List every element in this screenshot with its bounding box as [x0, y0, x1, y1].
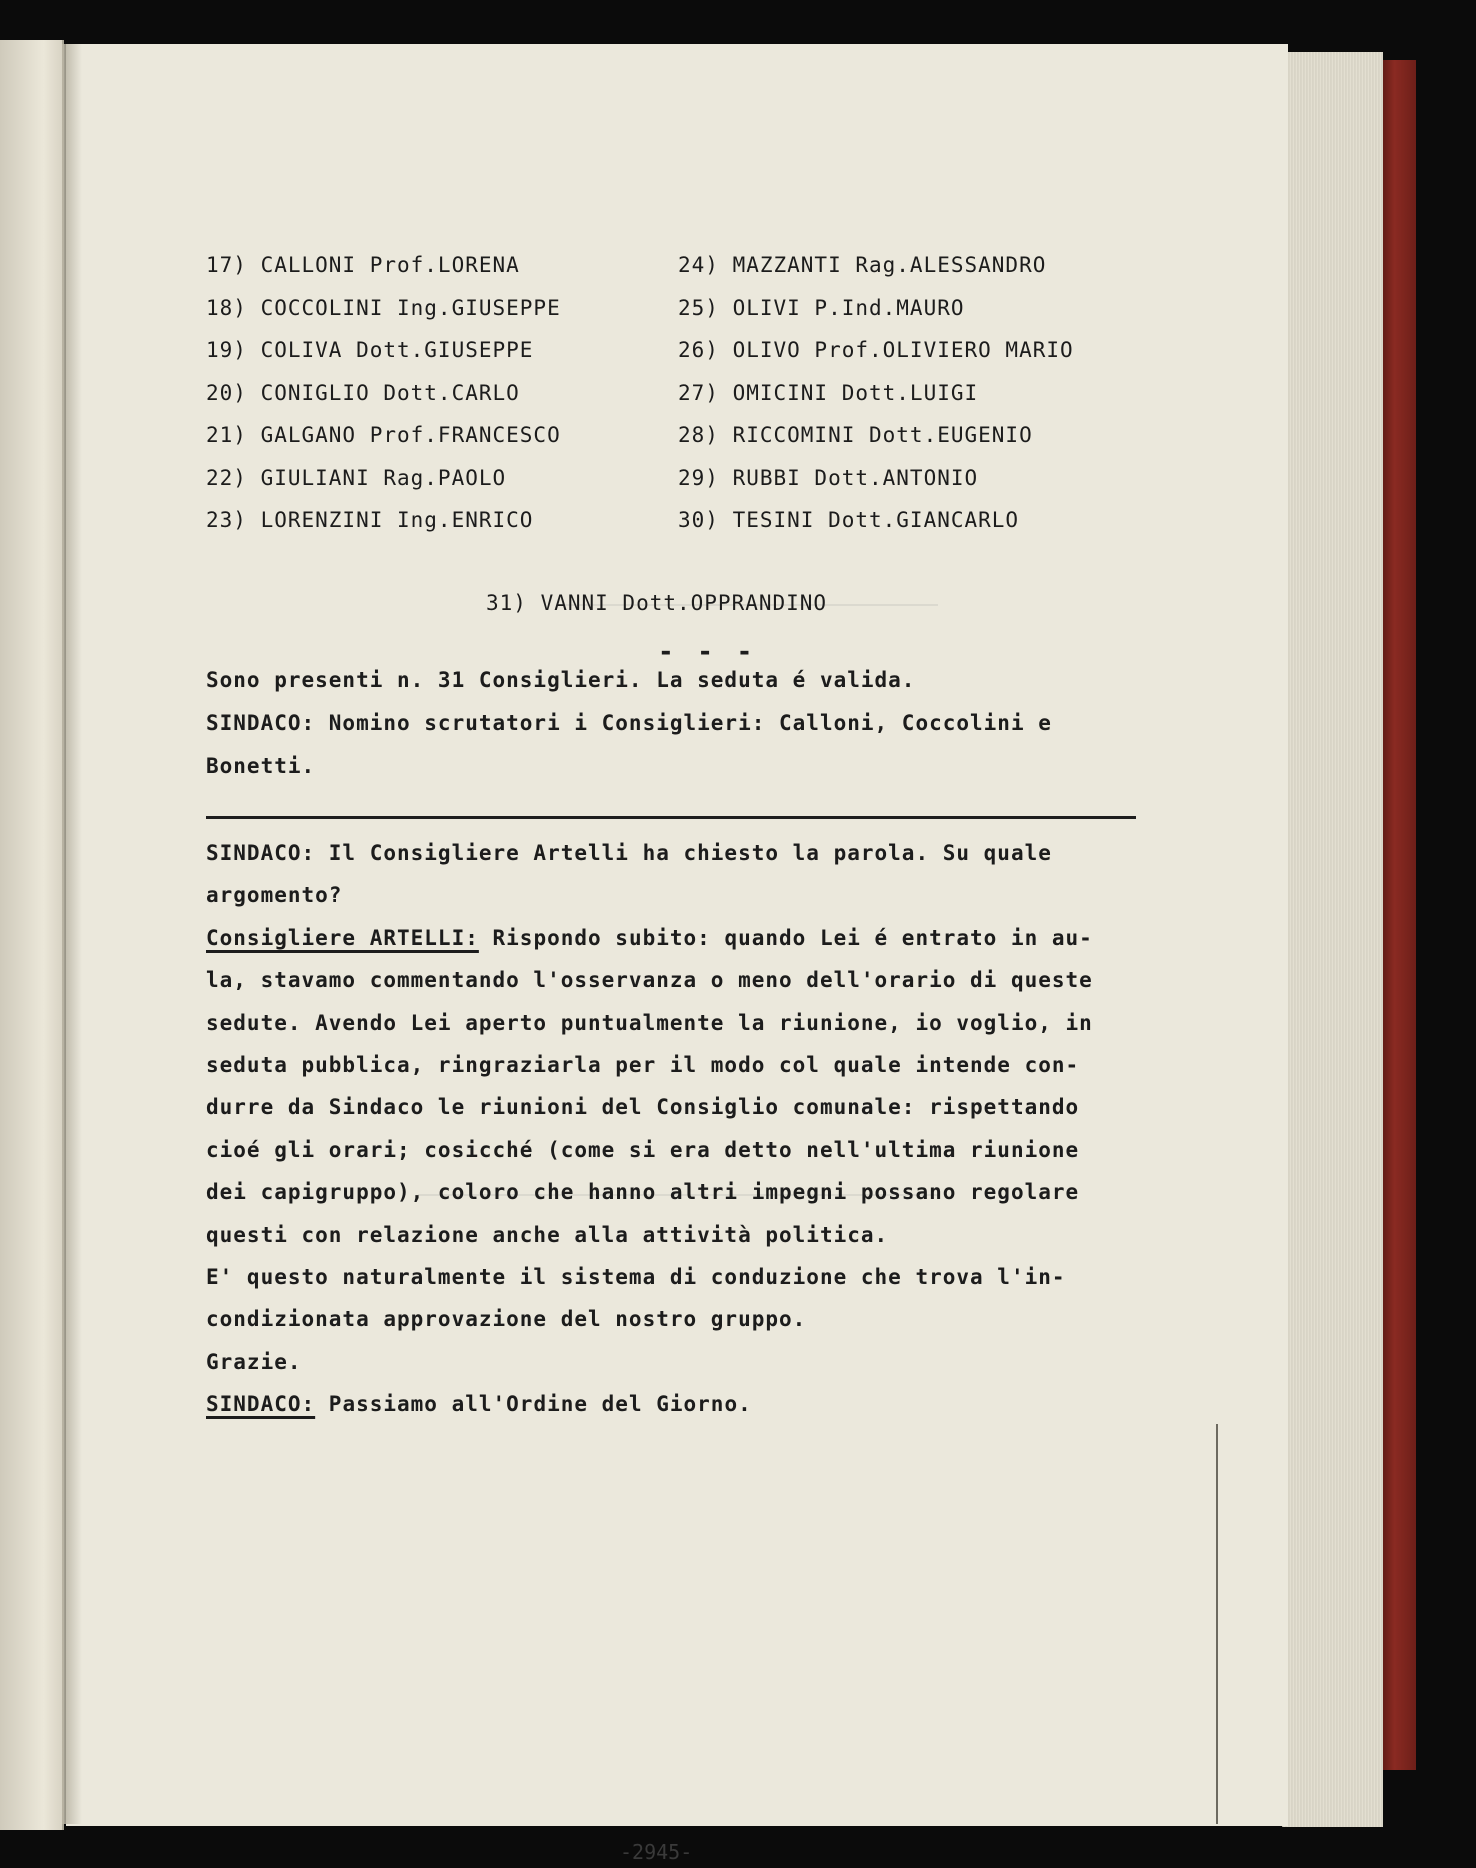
roster-entry: 27) OMICINI Dott.LUIGI	[678, 380, 979, 405]
councillor-roster	[206, 244, 1166, 582]
roster-entry: 22) GIULIANI Rag.PAOLO	[206, 465, 507, 490]
roster-entry: 19) COLIVA Dott.GIUSEPPE	[206, 338, 534, 362]
scrutineers-line: SINDACO: Nomino scrutatori i Consiglieri: Calloni, Coccolini e	[206, 711, 1052, 735]
discussion-paragraph	[206, 832, 1136, 1426]
roster-entry: 29) RUBBI Dott.ANTONIO	[678, 465, 979, 490]
roster-entry: 23) LORENZINI Ing.ENRICO	[206, 508, 534, 532]
roster-entry: 26) OLIVO Prof.OLIVIERO MARIO	[678, 338, 1074, 362]
roster-entry: 24) MAZZANTI Rag.ALESSANDRO	[678, 253, 1047, 277]
document-page	[66, 44, 1288, 1826]
book-cover-edge	[1380, 60, 1416, 1770]
text-line: argomento?	[206, 883, 343, 908]
text-line: questi con relazione anche alla attività politica.	[206, 1222, 889, 1247]
horizontal-rule	[206, 816, 1136, 819]
roster-entry: 21) GALGANO Prof.FRANCESCO	[206, 423, 561, 447]
margin-line	[1216, 1424, 1218, 1824]
roster-column-left	[206, 244, 561, 542]
text-line: SINDACO: Il Consigliere Artelli ha chiesto la parola. Su quale	[206, 841, 1052, 865]
text-line: seduta pubblica, ringraziarla per il modo col quale intende con-	[206, 1053, 1080, 1078]
text-line: cioé gli orari; cosicché (come si era detto nell'ultima riunione	[206, 1137, 1080, 1162]
roster-entry: 30) TESINI Dott.GIANCARLO	[678, 508, 1020, 532]
speech-text: Passiamo all'Ordine del Giorno.	[315, 1392, 752, 1417]
presence-paragraph	[206, 659, 1136, 788]
minutes-text	[206, 244, 1166, 1417]
book-page-stack	[1282, 52, 1383, 1827]
facing-page-edge	[0, 40, 64, 1830]
roster-entry: 18) COCCOLINI Ing.GIUSEPPE	[206, 295, 561, 320]
page-number: -2945-	[620, 1840, 693, 1864]
text-line	[206, 1383, 1136, 1425]
text-line: durre da Sindaco le riunioni del Consiglio comunale: rispettando	[206, 1095, 1080, 1120]
roster-entry: 25) OLIVI P.Ind.MAURO	[678, 295, 965, 320]
text-line: condizionata approvazione del nostro gruppo.	[206, 1307, 807, 1332]
presence-line: Sono presenti n. 31 Consiglieri. La seduta é valida.	[206, 668, 916, 692]
text-line	[206, 917, 1136, 959]
spine-shadow	[62, 44, 82, 1824]
speech-text: Rispondo subito: quando Lei é entrato in au-	[478, 925, 1093, 950]
scrutineers-line-cont: Bonetti.	[206, 754, 316, 778]
roster-entry: 28) RICCOMINI Dott.EUGENIO	[678, 423, 1033, 447]
text-line: la, stavamo commentando l'osservanza o meno dell'orario di queste	[206, 968, 1093, 993]
roster-entry: 20) CONIGLIO Dott.CARLO	[206, 380, 520, 405]
speaker-label: Consigliere ARTELLI:	[206, 925, 479, 950]
section-separator: - - -	[658, 637, 757, 667]
text-line: Grazie.	[206, 1349, 302, 1374]
text-line: sedute. Avendo Lei aperto puntualmente la riunione, io voglio, in	[206, 1010, 1093, 1035]
text-line: E' questo naturalmente il sistema di conduzione che trova l'in-	[206, 1265, 1066, 1290]
roster-entry: 17) CALLONI Prof.LORENA	[206, 253, 520, 277]
roster-entry-last: 31) VANNI Dott.OPPRANDINO	[486, 591, 828, 615]
speaker-label: SINDACO:	[206, 1392, 316, 1417]
roster-column-right	[678, 244, 1074, 542]
text-line: dei capigruppo), coloro che hanno altri impegni possano regolare	[206, 1180, 1080, 1205]
